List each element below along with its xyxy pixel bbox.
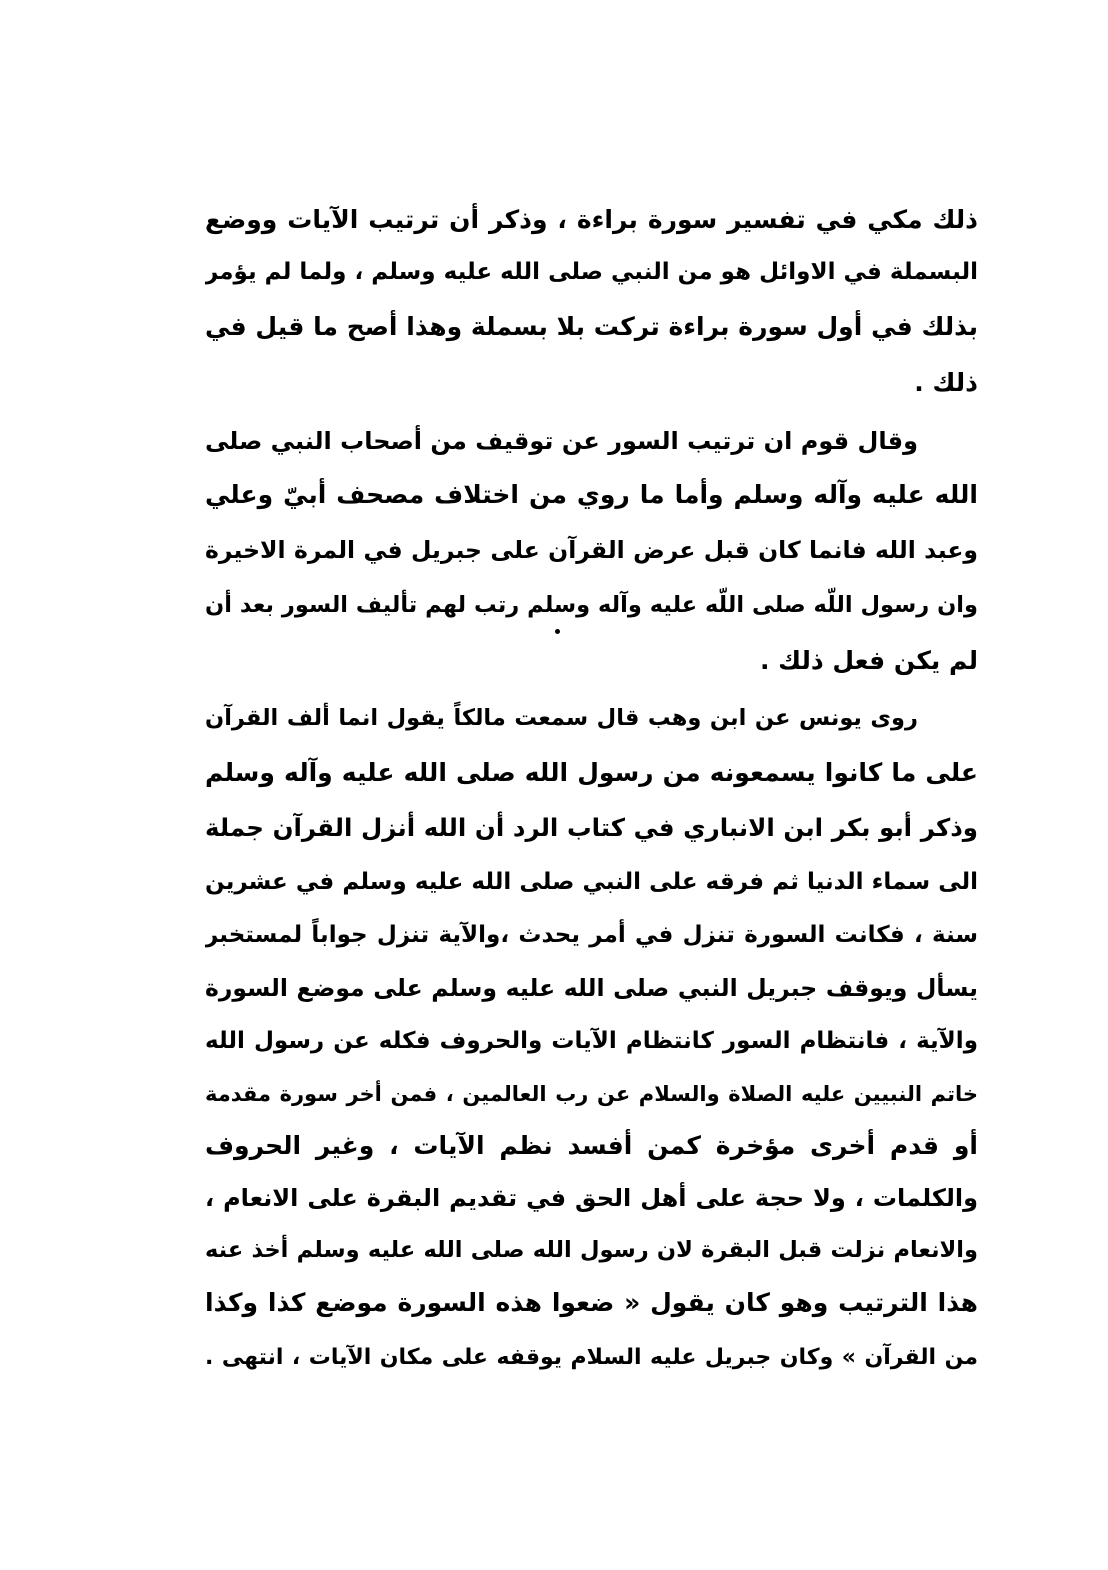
text-line: والانعام نزلت قبل البقرة لان رسول الله صلى الله عليه وسلم أخذ عنه <box>205 1237 978 1263</box>
text-line: لم يكن فعل ذلك . <box>759 646 978 675</box>
text-line: ذلك . <box>914 368 978 397</box>
text-line: خاتم النبيين عليه الصلاة والسلام عن رب العالمين ، فمن أخر سورة مقدمة <box>205 1082 978 1106</box>
text-line: وان رسول اللّه صلى اللّه عليه وآله وسلم رتب لهم تأليف السور بعد أن <box>205 592 978 618</box>
text-line: على ما كانوا يسمعونه من رسول الله صلى الله عليه وآله وسلم <box>205 758 978 787</box>
text-line: من القرآن » وكان جبريل عليه السلام يوقفه على مكان الآيات ، انتهى . <box>205 1345 978 1370</box>
text-line: يسأل ويوقف جبريل النبي صلى الله عليه وسلم على موضع السورة <box>205 974 978 1002</box>
text-line: سنة ، فكانت السورة تنزل في أمر يحدث ،والآية تنزل جواباً لمستخبر <box>205 922 978 948</box>
text-line: الله عليه وآله وسلم وأما ما روي من اختلاف مصحف أبيّ وعلي <box>205 480 978 509</box>
text-line: هذا الترتيب وهو كان يقول « ضعوا هذه السورة موضع كذا وكذا <box>205 1288 978 1317</box>
text-line: والكلمات ، ولا حجة على أهل الحق في تقديم البقرة على الانعام ، <box>205 1184 978 1212</box>
text-line: وقال قوم ان ترتيب السور عن توقيف من أصحاب النبي صلى <box>205 427 918 455</box>
text-line: البسملة في الاوائل هو من النبي صلى الله عليه وسلم ، ولما لم يؤمر <box>205 259 978 285</box>
text-line: الى سماء الدنيا ثم فرقه على النبي صلى الله عليه وسلم في عشرين <box>205 869 978 895</box>
text-line: وعبد الله فانما كان قبل عرض القرآن على جبريل في المرة الاخيرة <box>205 536 978 564</box>
text-line: والآية ، فانتظام السور كانتظام الآيات والحروف فكله عن رسول الله <box>205 1028 978 1054</box>
text-line: ذلك مكي في تفسير سورة براءة ، وذكر أن ترتيب الآيات ووضع <box>205 205 978 234</box>
text-line: بذلك في أول سورة براءة تركت بلا بسملة وهذا أصح ما قيل في <box>205 312 978 341</box>
text-line: روى يونس عن ابن وهب قال سمعت مالكاً يقول انما ألف القرآن <box>205 705 918 731</box>
scan-speck <box>555 629 560 634</box>
text-line: وذكر أبو بكر ابن الانباري في كتاب الرد أن الله أنزل القرآن جملة <box>205 813 978 842</box>
text-line: أو قدم أخرى مؤخرة كمن أفسد نظم الآيات ، وغير الحروف <box>205 1131 978 1160</box>
